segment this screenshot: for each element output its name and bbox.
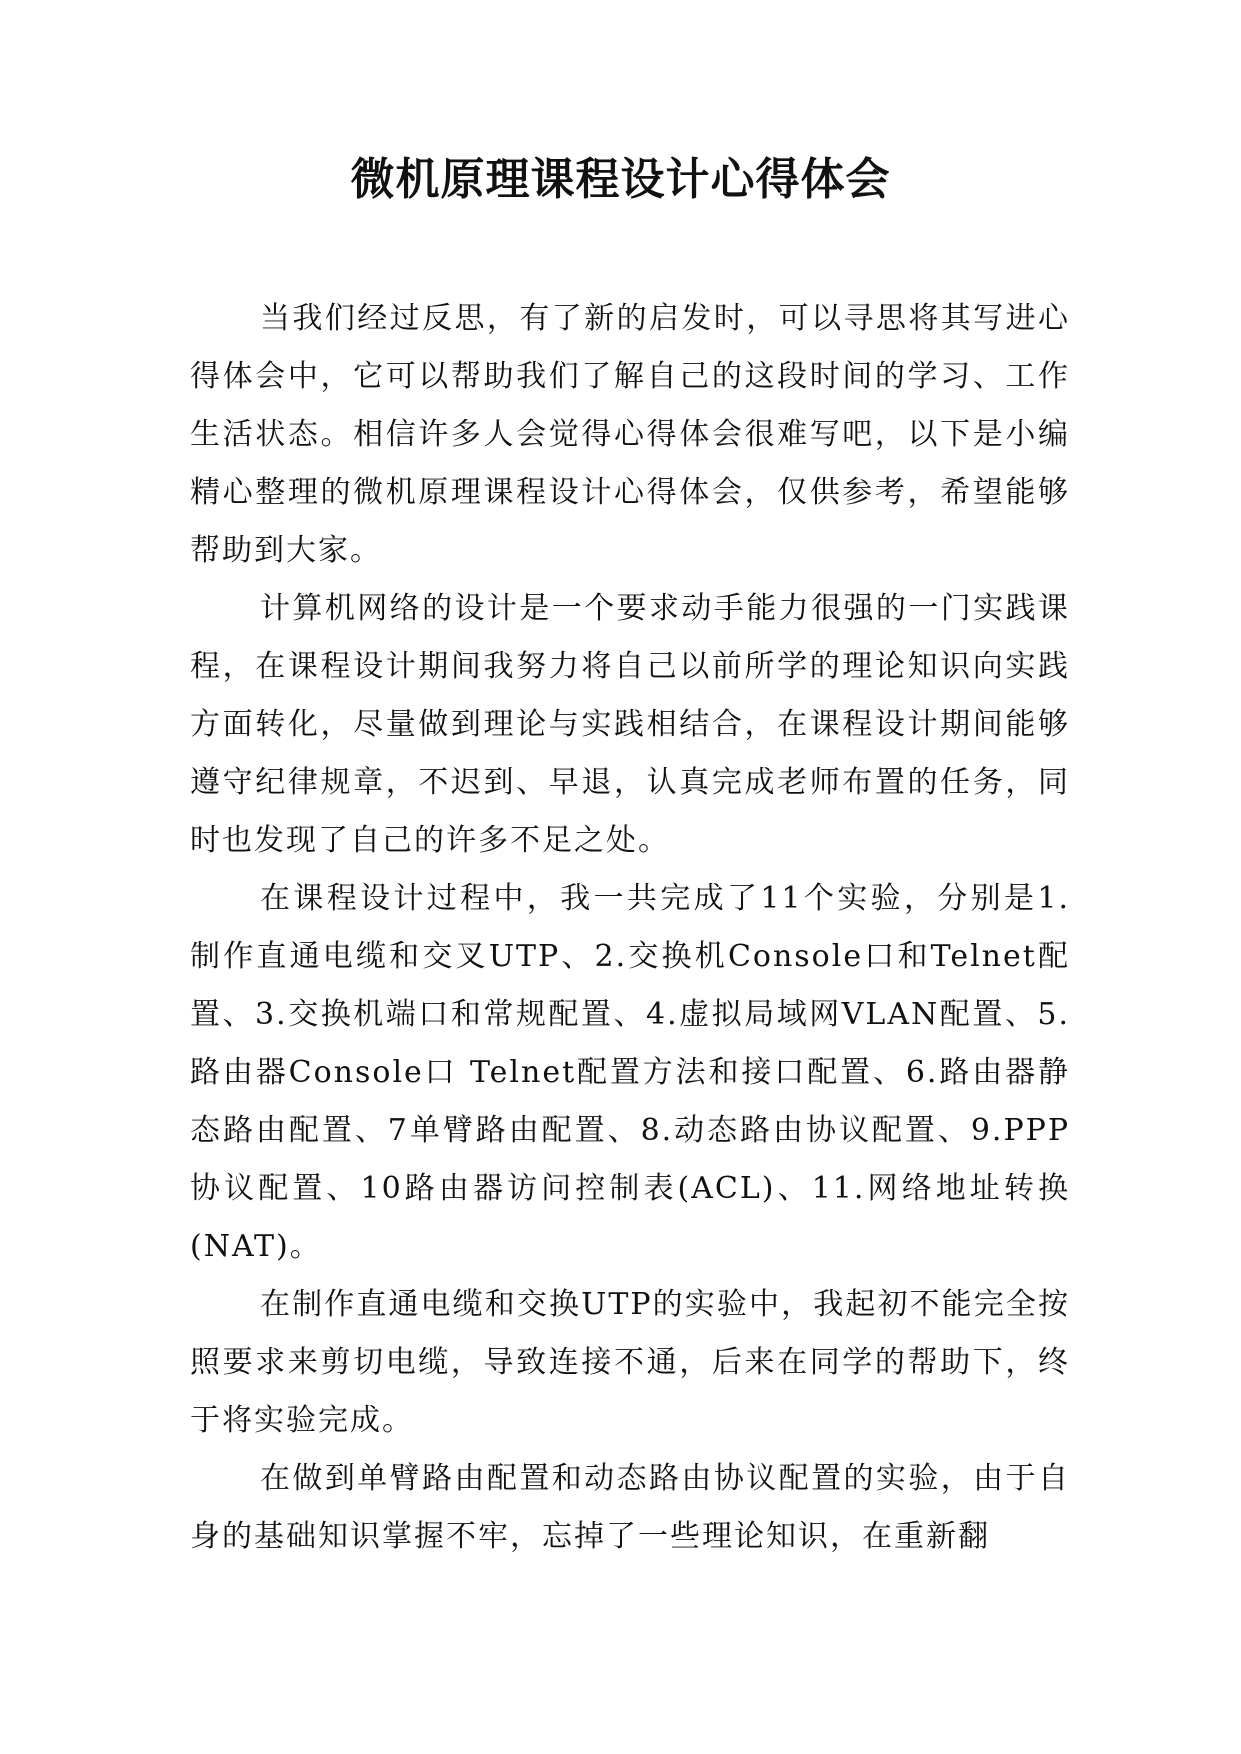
paragraph-course-overview: 计算机网络的设计是一个要求动手能力很强的一门实践课程，在课程设计期间我努力将自己以前所学的理论知识向实践方面转化，尽量做到理论与实践相结合，在课程设计期间能够遵守纪律规章，不迟到、早退，认真完成老师布置的任务，同时也发现了自己的许多不足之处。 (190, 591, 1070, 858)
paragraph-routing-experiment: 在做到单臂路由配置和动态路由协议配置的实验，由于自身的基础知识掌握不牢，忘掉了一些理论知识，在重新翻 (190, 1461, 1070, 1554)
paragraph-intro: 当我们经过反思，有了新的启发时，可以寻思将其写进心得体会中，它可以帮助我们了解自己的这段时间的学习、工作生活状态。相信许多人会觉得心得体会很难写吧，以下是小编精心整理的微机原理课程设计心得体会，仅供参考，希望能够帮助到大家。 (190, 301, 1070, 568)
document-body (190, 290, 1070, 1566)
paragraph-utp-experiment: 在制作直通电缆和交换UTP的实验中，我起初不能完全按照要求来剪切电缆，导致连接不通，后来在同学的帮助下，终于将实验完成。 (190, 1287, 1070, 1438)
paragraph-experiments-list: 在课程设计过程中，我一共完成了11个实验，分别是1.制作直通电缆和交叉UTP、2.交换机Console口和Telnet配置、3.交换机端口和常规配置、4.虚拟局域网VLAN配置、5.路由器Console口 Telnet配置方法和接口配置、6.路由器静态路由配置、7单臂路由配置、8.动态路由协议配置、9.PPP协议配置、10路由器访问控制表(ACL)、11.网络地址转换(NAT)。 (190, 881, 1070, 1264)
document-title: 微机原理课程设计心得体会 (350, 154, 891, 205)
